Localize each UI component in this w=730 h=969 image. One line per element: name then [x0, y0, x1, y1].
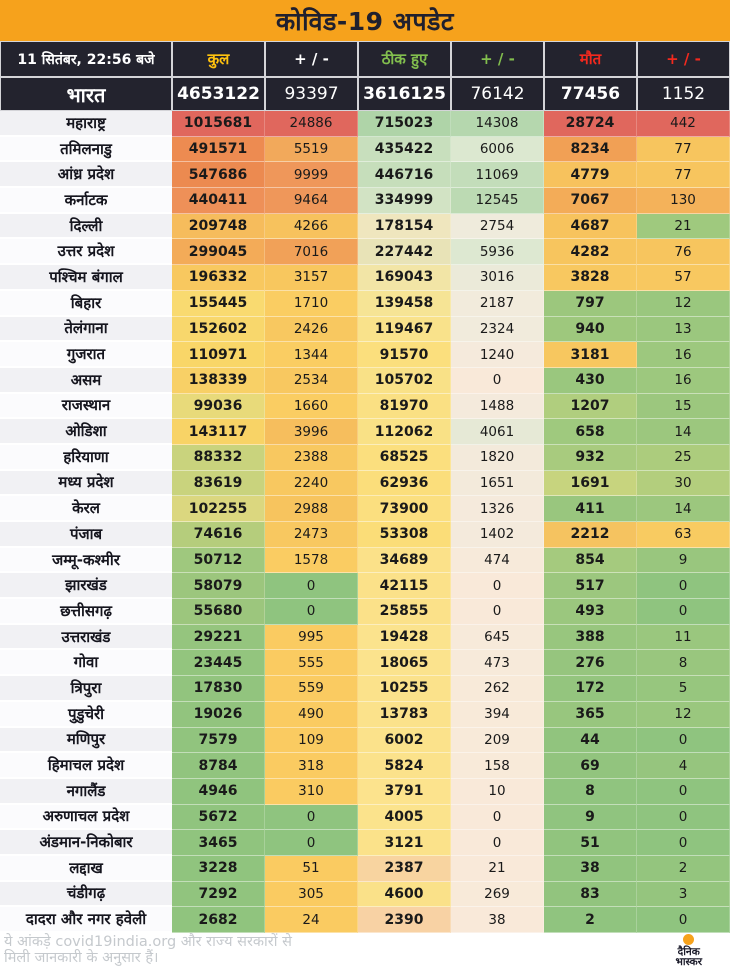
cell-total-change: 2388 [265, 445, 358, 471]
cell-total: 5672 [172, 805, 265, 831]
state-name: महाराष्ट्र [0, 111, 172, 137]
column-header-total: कुल [172, 41, 265, 77]
cell-deaths-change: 63 [637, 522, 730, 548]
cell-total: 196332 [172, 265, 265, 291]
cell-recovered: 5824 [358, 753, 451, 779]
cell-deaths: 7067 [544, 188, 637, 214]
table-row [0, 239, 730, 265]
table-row [0, 265, 730, 291]
cell-deaths-change: 2 [637, 856, 730, 882]
cell-recovered: 19428 [358, 625, 451, 651]
state-name: झारखंड [0, 573, 172, 599]
cell-recovered-change: 0 [451, 368, 544, 394]
india-recovered: 3616125 [358, 77, 451, 111]
cell-total: 50712 [172, 548, 265, 574]
cell-total: 58079 [172, 573, 265, 599]
cell-deaths: 9 [544, 805, 637, 831]
cell-deaths: 83 [544, 882, 637, 908]
cell-deaths-change: 21 [637, 214, 730, 240]
state-name: दिल्ली [0, 214, 172, 240]
last-updated-timestamp: 11 सितंबर, 22:56 बजे [0, 41, 172, 77]
india-total-row [0, 77, 730, 111]
cell-total: 83619 [172, 471, 265, 497]
cell-deaths: 1691 [544, 471, 637, 497]
cell-deaths-change: 12 [637, 702, 730, 728]
table-row [0, 342, 730, 368]
cell-recovered-change: 0 [451, 805, 544, 831]
cell-total-change: 995 [265, 625, 358, 651]
cell-total-change: 2240 [265, 471, 358, 497]
india-label: भारत [0, 77, 172, 111]
source-note-line1: ये आंकड़े covid19india.org और राज्य सरकारों से [4, 934, 292, 950]
cell-recovered-change: 1240 [451, 342, 544, 368]
cell-recovered-change: 1402 [451, 522, 544, 548]
cell-total-change: 1710 [265, 291, 358, 317]
cell-total-change: 490 [265, 702, 358, 728]
cell-total-change: 2473 [265, 522, 358, 548]
cell-recovered: 42115 [358, 573, 451, 599]
state-name: पुडुचेरी [0, 702, 172, 728]
cell-deaths: 493 [544, 599, 637, 625]
cell-total-change: 9464 [265, 188, 358, 214]
cell-deaths: 430 [544, 368, 637, 394]
source-note-line2: मिली जानकारी के अनुसार हैं। [4, 950, 159, 966]
cell-deaths: 388 [544, 625, 637, 651]
cell-total: 55680 [172, 599, 265, 625]
cell-deaths-change: 3 [637, 882, 730, 908]
cell-total-change: 3157 [265, 265, 358, 291]
cell-deaths: 1207 [544, 394, 637, 420]
cell-deaths: 3828 [544, 265, 637, 291]
cell-total-change: 305 [265, 882, 358, 908]
cell-total: 99036 [172, 394, 265, 420]
cell-deaths-change: 16 [637, 342, 730, 368]
table-row [0, 394, 730, 420]
cell-total-change: 0 [265, 599, 358, 625]
cell-deaths-change: 14 [637, 496, 730, 522]
cell-deaths: 2212 [544, 522, 637, 548]
cell-recovered: 715023 [358, 111, 451, 137]
cell-deaths: 172 [544, 676, 637, 702]
table-row [0, 188, 730, 214]
state-name: छत्तीसगढ़ [0, 599, 172, 625]
cell-recovered-change: 269 [451, 882, 544, 908]
cell-deaths-change: 14 [637, 419, 730, 445]
cell-deaths-change: 0 [637, 599, 730, 625]
state-name: नगालैंड [0, 779, 172, 805]
cell-deaths: 932 [544, 445, 637, 471]
table-header-row [0, 41, 730, 77]
cell-recovered: 4600 [358, 882, 451, 908]
cell-recovered-change: 394 [451, 702, 544, 728]
cell-total: 491571 [172, 137, 265, 163]
cell-recovered-change: 38 [451, 907, 544, 933]
cell-deaths: 44 [544, 728, 637, 754]
cell-recovered-change: 6006 [451, 137, 544, 163]
cell-recovered-change: 0 [451, 830, 544, 856]
cell-recovered-change: 158 [451, 753, 544, 779]
cell-deaths-change: 5 [637, 676, 730, 702]
cell-deaths: 2 [544, 907, 637, 933]
state-name: गोवा [0, 650, 172, 676]
cell-recovered: 10255 [358, 676, 451, 702]
india-deaths-change: 1152 [637, 77, 730, 111]
cell-recovered: 105702 [358, 368, 451, 394]
cell-recovered: 119467 [358, 317, 451, 343]
cell-total-change: 1660 [265, 394, 358, 420]
cell-total-change: 3996 [265, 419, 358, 445]
cell-deaths: 4779 [544, 162, 637, 188]
table-row [0, 728, 730, 754]
cell-total: 19026 [172, 702, 265, 728]
state-name: तेलंगाना [0, 317, 172, 343]
page-title: कोविड-19 अपडेट [275, 6, 455, 36]
cell-deaths: 3181 [544, 342, 637, 368]
cell-recovered-change: 14308 [451, 111, 544, 137]
cell-total: 3228 [172, 856, 265, 882]
cell-recovered-change: 474 [451, 548, 544, 574]
cell-deaths-change: 130 [637, 188, 730, 214]
cell-deaths-change: 25 [637, 445, 730, 471]
state-name: कर्नाटक [0, 188, 172, 214]
cell-recovered: 3791 [358, 779, 451, 805]
cell-recovered-change: 1488 [451, 394, 544, 420]
cell-deaths-change: 13 [637, 317, 730, 343]
table-row [0, 317, 730, 343]
state-name: जम्मू-कश्मीर [0, 548, 172, 574]
state-name: चंडीगढ़ [0, 882, 172, 908]
title-banner [0, 0, 730, 41]
cell-total: 152602 [172, 317, 265, 343]
table-row [0, 368, 730, 394]
table-row [0, 702, 730, 728]
cell-recovered: 2390 [358, 907, 451, 933]
cell-deaths-change: 77 [637, 137, 730, 163]
cell-total: 547686 [172, 162, 265, 188]
cell-deaths-change: 0 [637, 805, 730, 831]
cell-deaths-change: 30 [637, 471, 730, 497]
cell-recovered-change: 473 [451, 650, 544, 676]
table-row [0, 882, 730, 908]
cell-deaths-change: 0 [637, 573, 730, 599]
table-row [0, 471, 730, 497]
table-row [0, 111, 730, 137]
cell-total: 4946 [172, 779, 265, 805]
cell-total-change: 5519 [265, 137, 358, 163]
cell-recovered: 53308 [358, 522, 451, 548]
cell-total: 299045 [172, 239, 265, 265]
cell-recovered: 2387 [358, 856, 451, 882]
cell-total: 1015681 [172, 111, 265, 137]
state-name: मध्य प्रदेश [0, 471, 172, 497]
cell-total-change: 9999 [265, 162, 358, 188]
cell-deaths: 940 [544, 317, 637, 343]
india-deaths: 77456 [544, 77, 637, 111]
cell-recovered-change: 1820 [451, 445, 544, 471]
cell-total: 2682 [172, 907, 265, 933]
cell-total: 8784 [172, 753, 265, 779]
cell-total-change: 4266 [265, 214, 358, 240]
cell-recovered: 178154 [358, 214, 451, 240]
state-name: गुजरात [0, 342, 172, 368]
cell-total-change: 555 [265, 650, 358, 676]
cell-total-change: 2988 [265, 496, 358, 522]
cell-total: 88332 [172, 445, 265, 471]
cell-recovered-change: 12545 [451, 188, 544, 214]
cell-recovered: 18065 [358, 650, 451, 676]
cell-recovered-change: 2324 [451, 317, 544, 343]
table-row [0, 805, 730, 831]
state-name: पश्चिम बंगाल [0, 265, 172, 291]
cell-recovered-change: 262 [451, 676, 544, 702]
state-name: पंजाब [0, 522, 172, 548]
cell-deaths: 797 [544, 291, 637, 317]
cell-total: 3465 [172, 830, 265, 856]
cell-total-change: 51 [265, 856, 358, 882]
cell-recovered-change: 5936 [451, 239, 544, 265]
india-total-change: 93397 [265, 77, 358, 111]
footer [0, 933, 730, 969]
cell-recovered-change: 2754 [451, 214, 544, 240]
cell-recovered-change: 21 [451, 856, 544, 882]
table-row [0, 650, 730, 676]
table-row [0, 573, 730, 599]
cell-total: 17830 [172, 676, 265, 702]
cell-deaths-change: 12 [637, 291, 730, 317]
table-row [0, 214, 730, 240]
cell-recovered: 435422 [358, 137, 451, 163]
cell-recovered-change: 645 [451, 625, 544, 651]
cell-total: 138339 [172, 368, 265, 394]
cell-recovered-change: 4061 [451, 419, 544, 445]
cell-total-change: 318 [265, 753, 358, 779]
cell-recovered: 25855 [358, 599, 451, 625]
cell-recovered-change: 209 [451, 728, 544, 754]
column-header-recovered-change: + / - [451, 41, 544, 77]
state-name: उत्तर प्रदेश [0, 239, 172, 265]
state-name: राजस्थान [0, 394, 172, 420]
table-row [0, 522, 730, 548]
state-name: हिमाचल प्रदेश [0, 753, 172, 779]
cell-deaths: 28724 [544, 111, 637, 137]
cell-total-change: 0 [265, 573, 358, 599]
cell-deaths: 8234 [544, 137, 637, 163]
column-header-deaths: मौत [544, 41, 637, 77]
cell-recovered-change: 0 [451, 599, 544, 625]
cell-total: 155445 [172, 291, 265, 317]
cell-recovered: 139458 [358, 291, 451, 317]
cell-recovered: 81970 [358, 394, 451, 420]
cell-total: 143117 [172, 419, 265, 445]
state-name: मणिपुर [0, 728, 172, 754]
logo-sun-icon [683, 934, 694, 945]
cell-total-change: 7016 [265, 239, 358, 265]
cell-recovered: 446716 [358, 162, 451, 188]
cell-total-change: 24886 [265, 111, 358, 137]
table-row [0, 291, 730, 317]
cell-recovered: 13783 [358, 702, 451, 728]
state-name: दादरा और नगर हवेली [0, 907, 172, 933]
state-rows [0, 111, 730, 933]
cell-deaths: 411 [544, 496, 637, 522]
cell-recovered-change: 0 [451, 573, 544, 599]
state-name: हरियाणा [0, 445, 172, 471]
cell-deaths-change: 57 [637, 265, 730, 291]
state-name: लद्दाख [0, 856, 172, 882]
table-row [0, 856, 730, 882]
cell-total: 7292 [172, 882, 265, 908]
state-name: उत्तराखंड [0, 625, 172, 651]
table-row [0, 599, 730, 625]
cell-total: 209748 [172, 214, 265, 240]
cell-recovered: 73900 [358, 496, 451, 522]
cell-deaths-change: 0 [637, 728, 730, 754]
table-row [0, 625, 730, 651]
cell-recovered: 34689 [358, 548, 451, 574]
table-row [0, 496, 730, 522]
cell-total-change: 1344 [265, 342, 358, 368]
cell-total-change: 310 [265, 779, 358, 805]
cell-recovered: 169043 [358, 265, 451, 291]
state-name: ओडिशा [0, 419, 172, 445]
column-header-total-change: + / - [265, 41, 358, 77]
cell-deaths: 69 [544, 753, 637, 779]
table-row [0, 830, 730, 856]
cell-deaths-change: 16 [637, 368, 730, 394]
cell-total-change: 0 [265, 805, 358, 831]
cell-recovered: 91570 [358, 342, 451, 368]
cell-total-change: 109 [265, 728, 358, 754]
cell-recovered: 112062 [358, 419, 451, 445]
cell-recovered: 62936 [358, 471, 451, 497]
cell-deaths-change: 0 [637, 830, 730, 856]
cell-deaths-change: 15 [637, 394, 730, 420]
cell-deaths: 4282 [544, 239, 637, 265]
column-header-recovered: ठीक हुए [358, 41, 451, 77]
cell-deaths-change: 76 [637, 239, 730, 265]
state-name: आंध्र प्रदेश [0, 162, 172, 188]
source-note [4, 934, 292, 966]
cell-recovered-change: 10 [451, 779, 544, 805]
cell-total: 110971 [172, 342, 265, 368]
cell-recovered: 3121 [358, 830, 451, 856]
cell-deaths: 51 [544, 830, 637, 856]
cell-total-change: 1578 [265, 548, 358, 574]
cell-total: 440411 [172, 188, 265, 214]
cell-deaths: 38 [544, 856, 637, 882]
cell-deaths-change: 9 [637, 548, 730, 574]
cell-deaths-change: 0 [637, 779, 730, 805]
cell-deaths: 854 [544, 548, 637, 574]
state-name: बिहार [0, 291, 172, 317]
cell-deaths-change: 8 [637, 650, 730, 676]
cell-deaths: 658 [544, 419, 637, 445]
table-row [0, 445, 730, 471]
table-row [0, 676, 730, 702]
cell-total: 7579 [172, 728, 265, 754]
table-row [0, 548, 730, 574]
table-row [0, 419, 730, 445]
cell-recovered: 4005 [358, 805, 451, 831]
cell-total-change: 0 [265, 830, 358, 856]
cell-deaths-change: 77 [637, 162, 730, 188]
dainik-bhaskar-logo [675, 934, 702, 968]
table-row [0, 779, 730, 805]
cell-deaths: 365 [544, 702, 637, 728]
table-row [0, 137, 730, 163]
state-name: तमिलनाडु [0, 137, 172, 163]
cell-recovered-change: 2187 [451, 291, 544, 317]
cell-recovered-change: 1651 [451, 471, 544, 497]
cell-deaths-change: 0 [637, 907, 730, 933]
column-header-deaths-change: + / - [637, 41, 730, 77]
cell-total: 29221 [172, 625, 265, 651]
state-name: अंडमान-निकोबार [0, 830, 172, 856]
cell-deaths-change: 11 [637, 625, 730, 651]
cell-total-change: 2426 [265, 317, 358, 343]
state-name: अरुणाचल प्रदेश [0, 805, 172, 831]
cell-total-change: 2534 [265, 368, 358, 394]
cell-recovered-change: 11069 [451, 162, 544, 188]
cell-recovered: 68525 [358, 445, 451, 471]
logo-text-line2: भास्कर [675, 956, 702, 968]
cell-recovered: 227442 [358, 239, 451, 265]
cell-recovered-change: 3016 [451, 265, 544, 291]
cell-total-change: 559 [265, 676, 358, 702]
cell-deaths: 276 [544, 650, 637, 676]
cell-total: 23445 [172, 650, 265, 676]
cell-total-change: 24 [265, 907, 358, 933]
state-name: केरल [0, 496, 172, 522]
state-name: असम [0, 368, 172, 394]
logo-text-line1: दैनिक [677, 945, 700, 958]
cell-deaths: 4687 [544, 214, 637, 240]
cell-deaths-change: 4 [637, 753, 730, 779]
cell-deaths: 8 [544, 779, 637, 805]
cell-total: 102255 [172, 496, 265, 522]
cell-total: 74616 [172, 522, 265, 548]
cell-recovered: 334999 [358, 188, 451, 214]
cell-deaths: 517 [544, 573, 637, 599]
cell-recovered-change: 1326 [451, 496, 544, 522]
india-total: 4653122 [172, 77, 265, 111]
india-recovered-change: 76142 [451, 77, 544, 111]
table-row [0, 907, 730, 933]
cell-recovered: 6002 [358, 728, 451, 754]
table-row [0, 162, 730, 188]
state-name: त्रिपुरा [0, 676, 172, 702]
cell-deaths-change: 442 [637, 111, 730, 137]
table-row [0, 753, 730, 779]
